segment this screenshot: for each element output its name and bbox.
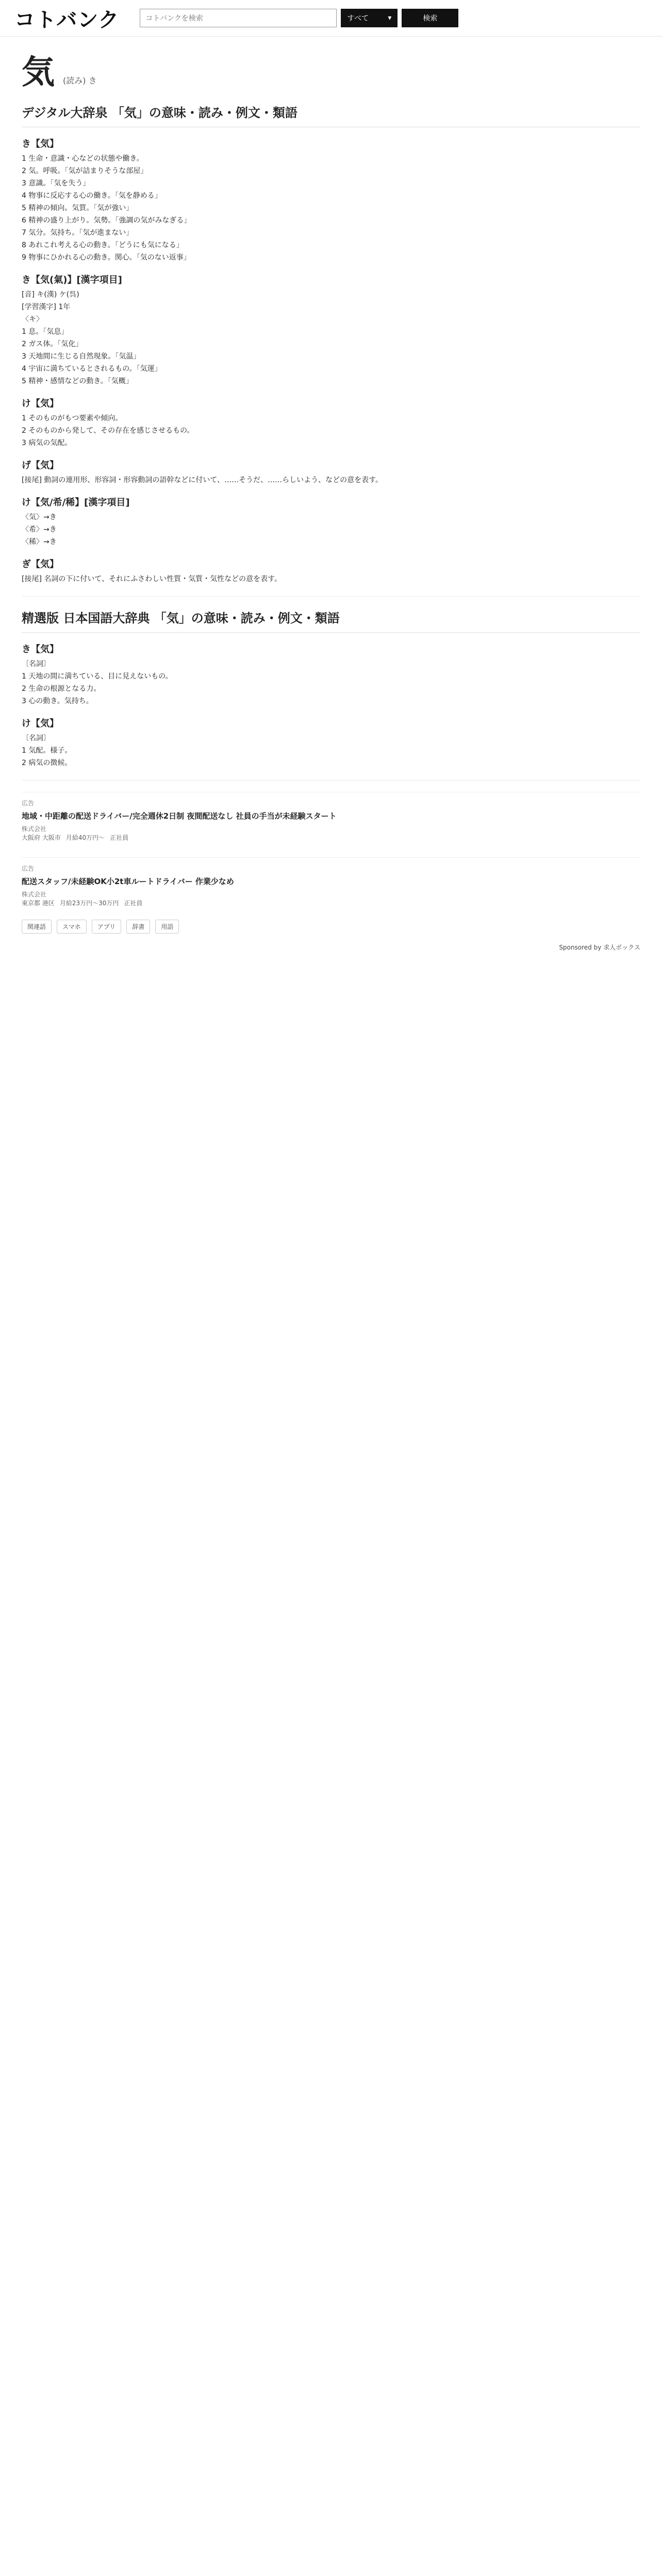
job-ads — [22, 792, 640, 913]
dictionary-sections — [22, 103, 640, 781]
definition-line: [接尾] 動詞の連用形、形容詞・形容動詞の語幹などに付いて、……そうだ、……らしいよう、などの意を表す。 — [22, 476, 383, 484]
entry-title — [22, 46, 640, 93]
definition-line: 2 気。呼吸。「気が詰まりそうな部屋」 — [22, 167, 148, 175]
definition-block — [22, 273, 640, 387]
definition-line: [学習漢字] 1年 — [22, 303, 71, 311]
related-chip[interactable]: 用語 — [155, 920, 179, 934]
definition-line: 〈キ〉 — [22, 315, 43, 324]
definition-line: 6 精神の盛り上がり。気勢。「強調の気がみなぎる」 — [22, 216, 191, 225]
ad-title[interactable]: 配送スタッフ/未経験OK小2t車ルートドライバー 作業少なめ — [22, 877, 234, 886]
definition-line: 〔名詞〕 — [22, 660, 51, 668]
definition-line: 8 あれこれ考える心の動き。「どうにも気になる」 — [22, 241, 184, 249]
related-chip[interactable]: スマホ — [57, 920, 87, 934]
section-title: デジタル大辞泉 「気」の意味・読み・例文・類語 — [22, 103, 640, 127]
definition-heading: け【気】 — [22, 398, 59, 409]
ad-type: 正社員 — [124, 900, 143, 907]
definition-line: 3 天地間に生じる自然現象。「気温」 — [22, 352, 141, 361]
section-divider — [22, 780, 640, 781]
definition-heading: げ【気】 — [22, 460, 59, 471]
definition-block — [22, 458, 640, 486]
definition-heading: け【気】 — [22, 718, 59, 729]
ad-source: 広告 — [22, 865, 35, 872]
ad-type: 正社員 — [110, 834, 129, 841]
definition-block — [22, 396, 640, 449]
definition-line: 1 天地の間に満ちている、目に見えないもの。 — [22, 672, 173, 681]
entry-word: 気 — [22, 54, 55, 92]
ad-title[interactable]: 地域・中距離の配送ドライバー/完全週休2日制 夜間配送なし 社員の手当が未経験スタート — [22, 811, 337, 821]
search-bar — [140, 9, 458, 27]
definition-line: 〈稀〉→き — [22, 538, 57, 546]
definition-line: 2 生命の根源となる力。 — [22, 685, 101, 693]
related-chip[interactable]: アプリ — [92, 920, 122, 934]
definition-line: 2 病気の徴候。 — [22, 759, 72, 767]
footer-space — [22, 952, 640, 1024]
definition-line: 2 そのものから発して、その存在を感じさせるもの。 — [22, 427, 194, 435]
related-chip[interactable]: 辞書 — [126, 920, 150, 934]
definition-block — [22, 137, 640, 263]
site-logo[interactable]: コトバンク — [14, 8, 120, 32]
definition-heading: き【気】 — [22, 139, 59, 149]
ad-salary: 月給23万円〜30万円 — [59, 900, 119, 907]
definition-line: 9 物事にひかれる心の動き。関心。「気のない返事」 — [22, 253, 191, 262]
definition-block — [22, 557, 640, 585]
related-chip[interactable]: 関連語 — [22, 920, 52, 934]
section-divider — [22, 596, 640, 597]
definition-heading: き【気(氣)】[漢字項目] — [22, 275, 122, 285]
ad-source: 広告 — [22, 800, 35, 807]
definition-heading: き【気】 — [22, 644, 59, 655]
ad-meta — [22, 833, 640, 842]
section-title: 精選版 日本国語大辞典 「気」の意味・読み・例文・類語 — [22, 608, 640, 633]
definition-block — [22, 642, 640, 707]
definition-line: 2 ガス体。「気化」 — [22, 340, 83, 348]
definition-line: 5 精神の傾向。気質。「気が強い」 — [22, 204, 134, 212]
definition-line: 1 そのものがもつ要素や傾向。 — [22, 414, 123, 422]
ad-meta — [22, 899, 640, 907]
definition-line: 1 息。「気息」 — [22, 328, 69, 336]
ad-salary: 月給40万円〜 — [65, 834, 105, 841]
ad-location: 大阪府 大阪市 — [22, 834, 61, 841]
definition-line: 〈気〉→き — [22, 513, 57, 521]
sponsor-line — [22, 943, 640, 952]
search-scope-select[interactable] — [341, 9, 398, 27]
definition-line: 1 生命・意識・心などの状態や働き。 — [22, 155, 144, 163]
sponsor-text: Sponsored by 求人ボックス — [559, 944, 640, 951]
definition-line: 〔名詞〕 — [22, 734, 51, 742]
job-ad-card[interactable] — [22, 792, 640, 848]
definition-line: [音] キ(漢) ケ(呉) — [22, 291, 79, 299]
search-button[interactable]: 検索 — [402, 9, 458, 27]
entry-reading: (読み) き — [63, 76, 97, 86]
site-header — [0, 0, 662, 37]
definition-line: 〈希〉→き — [22, 526, 57, 534]
definition-line: 3 意識。「気を失う」 — [22, 179, 90, 188]
dictionary-section — [22, 103, 640, 597]
definition-line: 4 宇宙に満ちているとされるもの。「気運」 — [22, 365, 162, 373]
definition-block — [22, 716, 640, 769]
search-scope-label: すべて — [347, 14, 369, 23]
definition-line: [接尾] 名詞の下に付いて、それにふさわしい性質・気質・気性などの意を表す。 — [22, 575, 282, 583]
definition-heading: け【気/希/稀】[漢字項目] — [22, 497, 130, 508]
definition-line: 4 物事に反応する心の働き。「気を静める」 — [22, 192, 162, 200]
definition-line: 1 気配。様子。 — [22, 747, 72, 755]
dictionary-section — [22, 608, 640, 781]
definition-line: 7 気分。気持ち。「気が進まない」 — [22, 229, 134, 237]
job-ad-card[interactable] — [22, 857, 640, 913]
ad-location: 東京都 港区 — [22, 900, 55, 907]
definition-line: 5 精神・感情などの動き。「気概」 — [22, 377, 133, 385]
search-input[interactable] — [140, 9, 337, 27]
ad-company: 株式会社 — [22, 825, 47, 833]
page-content — [0, 46, 662, 1024]
related-chips — [22, 920, 640, 934]
definition-line: 3 病気の気配。 — [22, 439, 72, 447]
definition-line: 3 心の動き。気持ち。 — [22, 697, 93, 705]
definition-heading: ぎ【気】 — [22, 559, 59, 570]
chevron-down-icon: ▾ — [388, 14, 392, 22]
ad-company: 株式会社 — [22, 891, 47, 898]
definition-block — [22, 495, 640, 548]
